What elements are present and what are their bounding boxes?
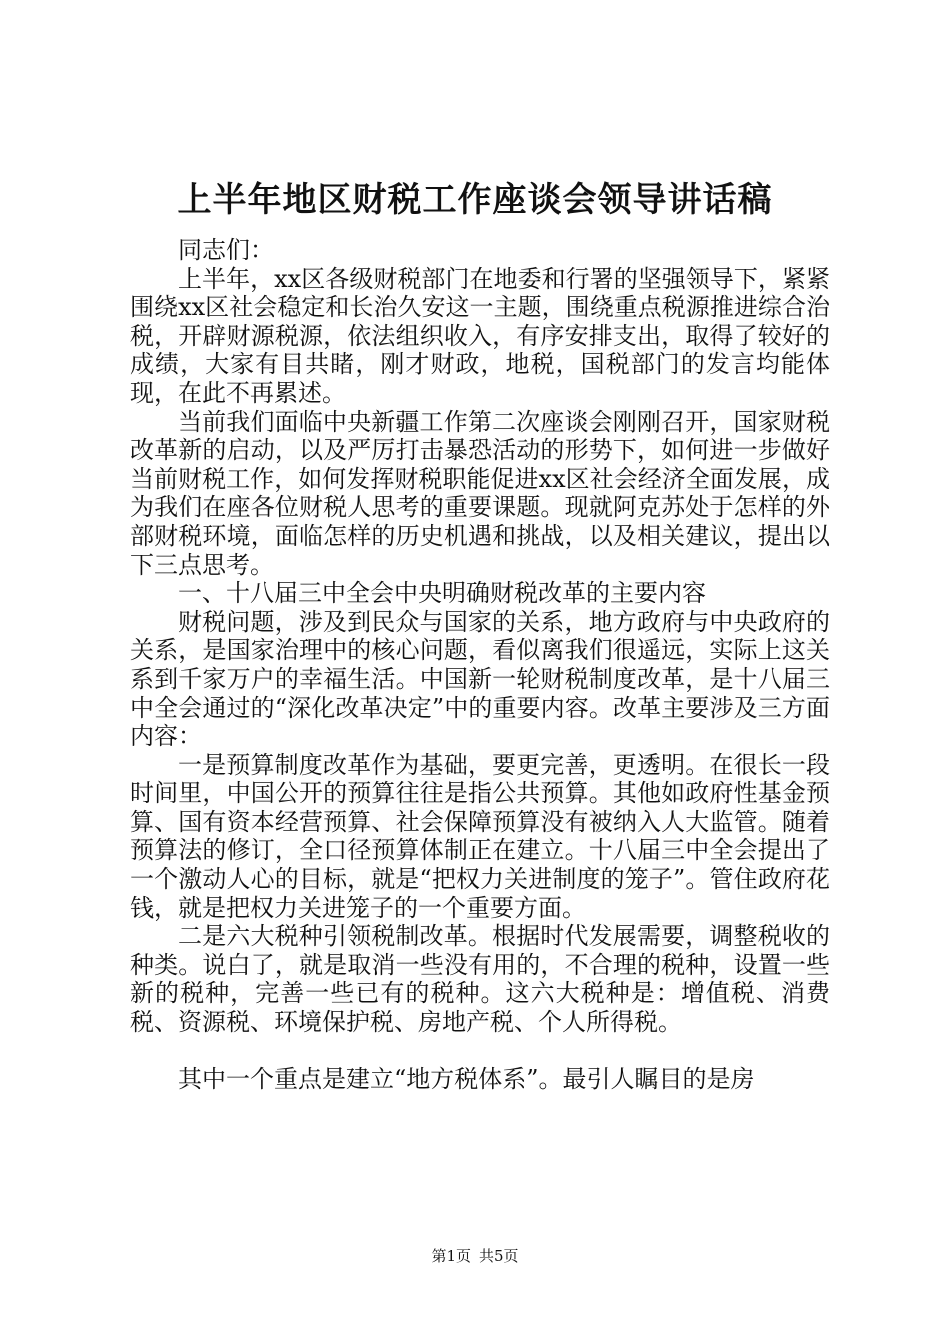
paragraph-salutation: 同志们： (178, 236, 274, 264)
document-title: 上半年地区财税工作座谈会领导讲话稿 (177, 180, 773, 220)
page-total: 共5页 (479, 1247, 519, 1265)
paragraph: 一是预算制度改革作为基础，要更完善，更透明。在很长一段时间里，中国公开的预算往往是指公共预算。其他如政府性基金预算、国有资本经营预算、社会保障预算没有被纳入人大监管。随着预算法的修订，全口径预算体制正在建立。十八届三中全会提出了一个激动人心的目标，就是“把权力关进制度的笼子”。管住政府花钱，就是把权力关进笼子的一个重要方面。 (130, 750, 830, 922)
paragraph: 其中一个重点是建立“地方税体系”。最引人瞩目的是房 (178, 1064, 755, 1093)
paragraph: 财税问题，涉及到民众与国家的关系，地方政府与中央政府的关系，是国家治理中的核心问题，看似离我们很遥远，实际上这关系到千家万户的幸福生活。中国新一轮财税制度改革，是十八届三中全会通过的“深化改革决定”中的重要内容。改革主要涉及三方面内容： (130, 607, 830, 751)
page-footer (0, 1246, 950, 1266)
paragraph: 上半年，xx区各级财税部门在地委和行署的坚强领导下，紧紧围绕xx区社会稳定和长治久安这一主题，围绕重点税源推进综合治税，开辟财源税源，依法组织收入，有序安排支出，取得了较好的成绩，大家有目共睹，刚才财政，地税，国税部门的发言均能体现，在此不再累述。 (130, 264, 830, 407)
paragraph: 当前我们面临中央新疆工作第二次座谈会刚刚召开，国家财税改革新的启动，以及严厉打击暴恐活动的形势下，如何进一步做好当前财税工作，如何发挥财税职能促进xx区社会经济全面发展，成为我们在座各位财税人思考的重要课题。现就阿克苏处于怎样的外部财税环境，面临怎样的历史机遇和挑战，以及相关建议，提出以下三点思考。 (130, 407, 830, 579)
page-number: 第1页 (431, 1247, 471, 1265)
document-body (130, 236, 830, 1093)
paragraph: 二是六大税种引领税制改革。根据时代发展需要，调整税收的种类。说白了，就是取消一些没有用的，不合理的税种，设置一些新的税种，完善一些已有的税种。这六大税种是：增值税、消费税、资源税、环境保护税、房地产税、个人所得税。 (130, 922, 830, 1037)
section-heading: 一、十八届三中全会中央明确财税改革的主要内容 (178, 579, 706, 608)
